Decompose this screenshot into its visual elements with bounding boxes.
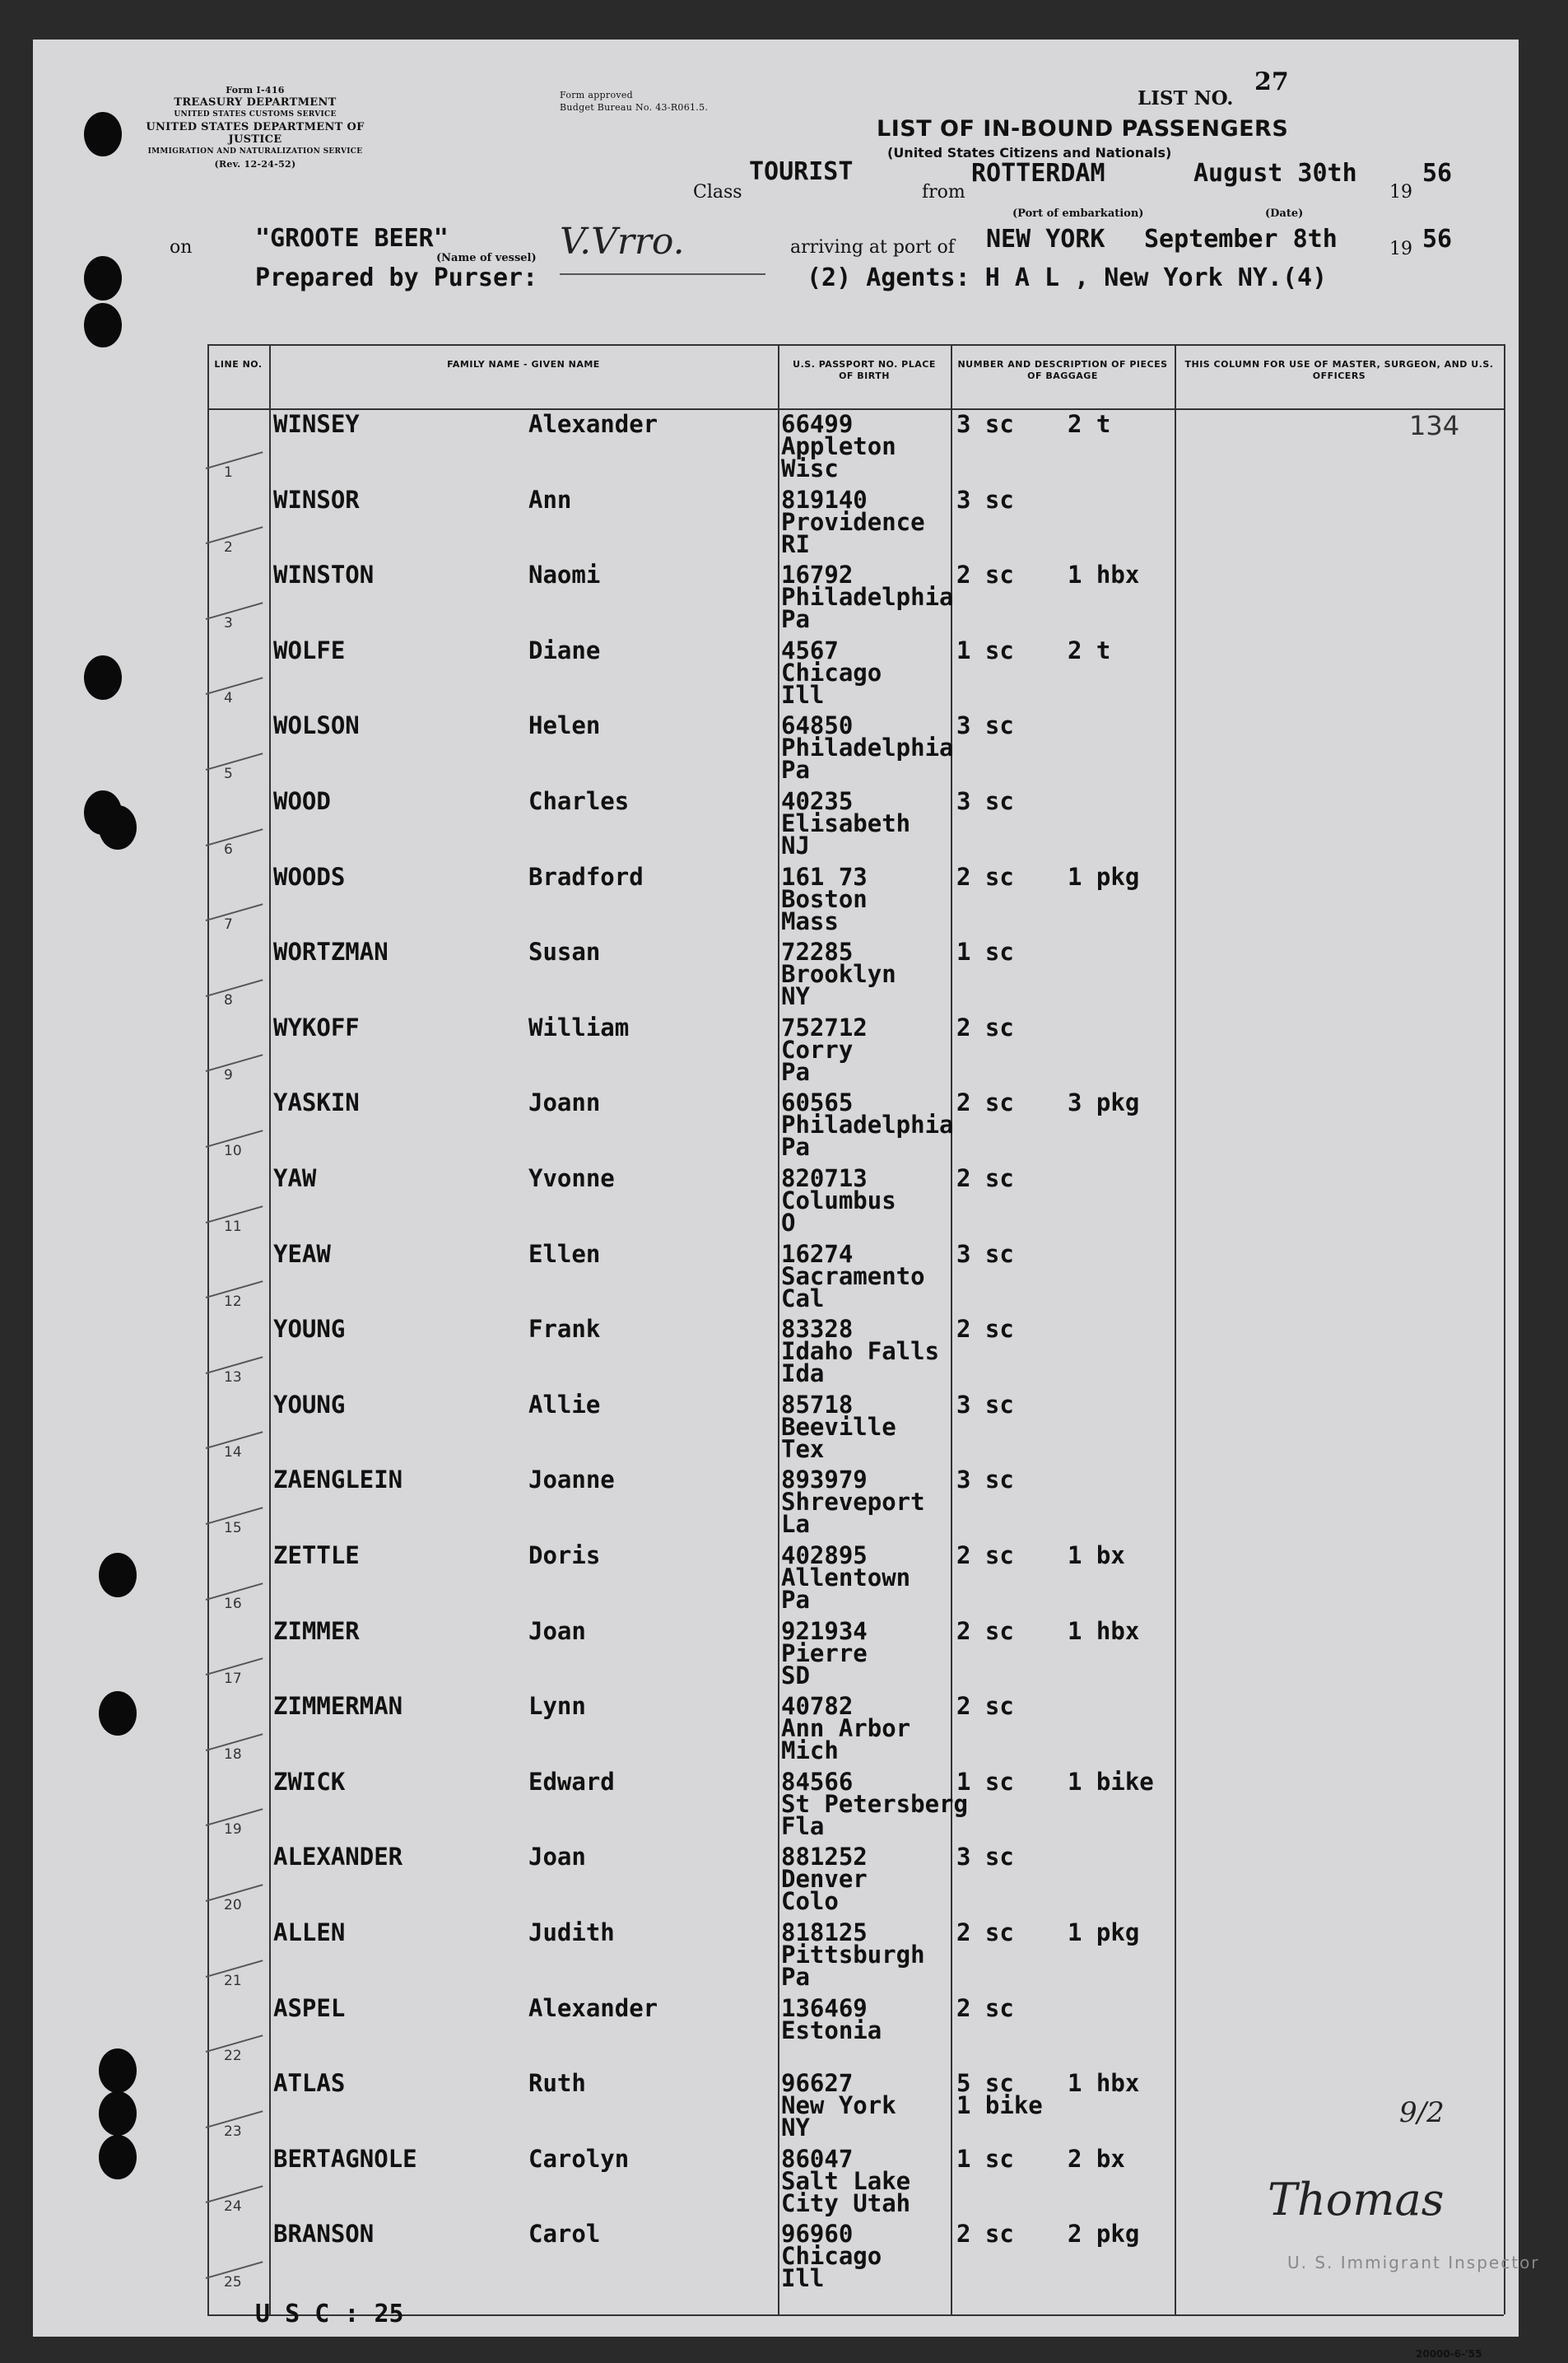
line-number: 18 bbox=[224, 1745, 242, 1763]
place-of-birth: Beeville bbox=[781, 1412, 896, 1441]
approved-line-1: Form approved bbox=[560, 90, 634, 100]
given-name: Ellen bbox=[528, 1239, 601, 1268]
manifest-title: LIST OF IN-BOUND PASSENGERS bbox=[877, 116, 1289, 142]
family-name: WINSEY bbox=[273, 410, 360, 438]
family-name: BERTAGNOLE bbox=[273, 2144, 417, 2173]
line-number: 1 bbox=[224, 464, 233, 481]
vessel-caption: (Name of vessel) bbox=[436, 252, 537, 264]
line-number: 12 bbox=[224, 1293, 242, 1311]
baggage-primary: 3 sc bbox=[956, 787, 1014, 815]
baggage-primary: 2 sc bbox=[956, 1616, 1014, 1645]
given-name: Lynn bbox=[528, 1692, 586, 1721]
column-header-name: FAMILY NAME - GIVEN NAME bbox=[447, 359, 600, 370]
family-name: ALEXANDER bbox=[273, 1843, 403, 1871]
baggage-secondary: 1 pkg bbox=[1068, 862, 1140, 891]
table-rule bbox=[1504, 344, 1505, 2314]
class-value: TOURIST bbox=[749, 157, 854, 186]
line-number: 17 bbox=[224, 1671, 242, 1688]
line-number: 8 bbox=[224, 991, 233, 1009]
table-row bbox=[207, 486, 1504, 562]
baggage-primary: 3 sc bbox=[956, 1466, 1014, 1494]
place-of-birth: Chicago bbox=[781, 2242, 882, 2271]
family-name: ZIMMER bbox=[273, 1616, 360, 1645]
table-row bbox=[207, 2069, 1504, 2145]
family-name: YOUNG bbox=[273, 1390, 346, 1419]
punch-hole bbox=[99, 805, 137, 850]
baggage-secondary: 2 pkg bbox=[1068, 2220, 1140, 2249]
given-name: Doris bbox=[528, 1541, 601, 1569]
vessel-name: "GROOTE BEER" bbox=[255, 224, 449, 253]
line-number: 25 bbox=[224, 2273, 242, 2291]
passport-number: 893979 bbox=[781, 1466, 868, 1494]
line-number: 3 bbox=[224, 614, 233, 632]
table-row bbox=[207, 863, 1504, 939]
line-number: 11 bbox=[224, 1218, 242, 1235]
prepared-by: Prepared by Purser: bbox=[255, 263, 538, 292]
justice-label: UNITED STATES DEPARTMENT OF JUSTICE bbox=[146, 121, 365, 146]
baggage-primary: 1 sc bbox=[956, 2144, 1014, 2173]
check-mark bbox=[206, 678, 263, 696]
table-row bbox=[207, 787, 1504, 863]
table-row bbox=[207, 1768, 1504, 1843]
place-of-birth: Shreveport bbox=[781, 1488, 925, 1517]
passport-number: 16274 bbox=[781, 1239, 854, 1268]
arriving-label: arriving at port of bbox=[790, 237, 955, 258]
year-prefix-1: 19 bbox=[1389, 182, 1412, 203]
punch-hole bbox=[84, 655, 122, 700]
place-of-birth: Estonia bbox=[781, 2016, 882, 2044]
baggage-secondary: 3 pkg bbox=[1068, 1088, 1140, 1117]
year-prefix-2: 19 bbox=[1389, 239, 1412, 259]
place-of-birth: St Petersberg bbox=[781, 1789, 968, 1818]
from-value: ROTTERDAM bbox=[971, 159, 1105, 188]
family-name: YEAW bbox=[273, 1239, 331, 1268]
passport-number: 4567 bbox=[781, 636, 839, 664]
list-no-value: 27 bbox=[1254, 68, 1289, 96]
baggage-primary: 3 sc bbox=[956, 1843, 1014, 1871]
passport-number: 83328 bbox=[781, 1315, 854, 1344]
place-of-birth: Philadelphia bbox=[781, 583, 954, 612]
table-row bbox=[207, 1466, 1504, 1541]
line-number: 19 bbox=[224, 1821, 242, 1839]
from-label: from bbox=[922, 182, 965, 203]
place-of-birth: Philadelphia bbox=[781, 1111, 954, 1140]
place-of-birth: Mass bbox=[781, 907, 839, 935]
place-of-birth: RI bbox=[781, 529, 810, 558]
family-name: ATLAS bbox=[273, 2069, 346, 2098]
place-of-birth: Tex bbox=[781, 1434, 825, 1463]
baggage-primary: 5 sc bbox=[956, 2069, 1014, 2098]
family-name: ASPEL bbox=[273, 1993, 346, 2022]
place-of-birth: Brooklyn bbox=[781, 960, 896, 989]
purser-signature: V.Vrro. bbox=[560, 221, 685, 263]
line-number: 16 bbox=[224, 1595, 242, 1612]
line-number: 6 bbox=[224, 841, 233, 858]
table-row bbox=[207, 1014, 1504, 1089]
passport-number: 921934 bbox=[781, 1616, 868, 1645]
baggage-primary: 2 sc bbox=[956, 1692, 1014, 1721]
line-number: 10 bbox=[224, 1142, 242, 1159]
table-row bbox=[207, 1994, 1504, 2070]
embark-caption: (Port of embarkation) bbox=[1012, 207, 1144, 220]
family-name: WINSTON bbox=[273, 561, 375, 590]
family-name: YOUNG bbox=[273, 1315, 346, 1344]
place-of-birth: Cal bbox=[781, 1284, 825, 1312]
officer-signature: Thomas bbox=[1268, 2174, 1445, 2226]
family-name: WOODS bbox=[273, 862, 346, 891]
manifest-subtitle: (United States Citizens and Nationals) bbox=[887, 145, 1172, 161]
baggage-secondary: 1 hbx bbox=[1068, 1616, 1140, 1645]
usc-total: U S C : 25 bbox=[255, 2300, 404, 2328]
given-name: Judith bbox=[528, 1918, 615, 1946]
baggage-secondary: 2 bx bbox=[1068, 2144, 1125, 2173]
ins-label: IMMIGRATION AND NATURALIZATION SERVICE bbox=[147, 147, 363, 156]
passport-number: 96627 bbox=[781, 2069, 854, 2098]
baggage-secondary: 1 pkg bbox=[1068, 1918, 1140, 1946]
family-name: WOLSON bbox=[273, 711, 360, 740]
purser-sign-line bbox=[560, 273, 765, 275]
baggage-primary: 2 sc bbox=[956, 1013, 1014, 1042]
family-name: WYKOFF bbox=[273, 1013, 360, 1042]
family-name: BRANSON bbox=[273, 2220, 375, 2249]
place-of-birth: Pa bbox=[781, 605, 810, 634]
place-of-birth: Ann Arbor bbox=[781, 1714, 911, 1743]
punch-hole bbox=[99, 2091, 137, 2136]
revision-label: (Rev. 12-24-52) bbox=[214, 159, 296, 170]
check-mark bbox=[206, 903, 263, 921]
baggage-secondary: 1 bike bbox=[1068, 1767, 1154, 1796]
punch-hole bbox=[99, 2135, 137, 2179]
baggage-primary: 2 sc bbox=[956, 1088, 1014, 1117]
passport-number: 40235 bbox=[781, 787, 854, 815]
baggage-primary: 2 sc bbox=[956, 1918, 1014, 1946]
given-name: Joanne bbox=[528, 1466, 615, 1494]
year-2: 56 bbox=[1422, 225, 1453, 254]
place-of-birth: Appleton bbox=[781, 432, 896, 460]
place-of-birth: Pa bbox=[781, 1586, 810, 1614]
table-row bbox=[207, 1315, 1504, 1391]
given-name: Joann bbox=[528, 1088, 601, 1117]
place-of-birth: O bbox=[781, 1209, 796, 1237]
list-no-label: LIST NO. bbox=[1138, 87, 1234, 110]
line-number: 2 bbox=[224, 539, 233, 557]
passport-number: 161 73 bbox=[781, 862, 868, 891]
place-of-birth: Ill bbox=[781, 2264, 825, 2293]
passport-number: 86047 bbox=[781, 2144, 854, 2173]
punch-hole bbox=[99, 1553, 137, 1597]
given-name: Ruth bbox=[528, 2069, 586, 2098]
baggage-primary: 2 sc bbox=[956, 1164, 1014, 1192]
punch-hole bbox=[84, 303, 122, 347]
place-of-birth: La bbox=[781, 1510, 810, 1539]
date-caption: (Date) bbox=[1265, 207, 1304, 220]
place-of-birth: Pittsburgh bbox=[781, 1941, 925, 1969]
column-header-line-no: LINE NO. bbox=[214, 359, 263, 370]
line-number: 9 bbox=[224, 1067, 233, 1084]
column-header-passport: U.S. PASSPORT NO. PLACE OF BIRTH bbox=[793, 359, 936, 381]
table-row bbox=[207, 1617, 1504, 1693]
form-agency-block bbox=[123, 84, 387, 170]
baggage-primary: 3 sc bbox=[956, 410, 1014, 438]
line-number: 5 bbox=[224, 765, 233, 782]
given-name: Susan bbox=[528, 938, 601, 967]
family-name: WINSOR bbox=[273, 485, 360, 514]
given-name: Alexander bbox=[528, 410, 658, 438]
customs-label: UNITED STATES CUSTOMS SERVICE bbox=[174, 110, 337, 119]
passport-number: 819140 bbox=[781, 485, 868, 514]
punch-hole bbox=[99, 1691, 137, 1736]
baggage-primary: 2 sc bbox=[956, 561, 1014, 590]
given-name: Frank bbox=[528, 1315, 601, 1344]
place-of-birth: Corry bbox=[781, 1035, 854, 1064]
place-of-birth: NY bbox=[781, 982, 810, 1011]
year-1: 56 bbox=[1422, 159, 1453, 188]
table-rule bbox=[207, 344, 1504, 346]
line-number: 7 bbox=[224, 916, 233, 934]
baggage-secondary: 2 t bbox=[1068, 410, 1111, 438]
place-of-birth: Idaho Falls bbox=[781, 1337, 940, 1366]
table-row bbox=[207, 1692, 1504, 1768]
column-header-officers: THIS COLUMN FOR USE OF MASTER, SURGEON, AND U.S. OFFICERS bbox=[1184, 359, 1494, 381]
manifest-page bbox=[33, 40, 1540, 2360]
baggage-primary: 3 sc bbox=[956, 485, 1014, 514]
place-of-birth: Ill bbox=[781, 680, 825, 709]
table-row bbox=[207, 1088, 1504, 1164]
fraction-mark: 9/2 bbox=[1399, 2096, 1445, 2129]
family-name: ZAENGLEIN bbox=[273, 1466, 403, 1494]
given-name: Bradford bbox=[528, 862, 644, 891]
given-name: Alexander bbox=[528, 1993, 658, 2022]
line-number: 24 bbox=[224, 2198, 242, 2216]
form-number: Form I-416 bbox=[226, 85, 285, 96]
class-label: Class bbox=[693, 182, 742, 203]
table-row bbox=[207, 410, 1504, 486]
baggage-primary: 2 sc bbox=[956, 1993, 1014, 2022]
place-of-birth: Sacramento bbox=[781, 1261, 925, 1290]
place-of-birth: Columbus bbox=[781, 1186, 896, 1214]
baggage-extra: 1 bike bbox=[956, 2091, 1043, 2120]
arrival-port: NEW YORK bbox=[986, 225, 1105, 254]
given-name: Charles bbox=[528, 787, 630, 815]
baggage-primary: 2 sc bbox=[956, 2220, 1014, 2249]
table-row bbox=[207, 1918, 1504, 1994]
place-of-birth: NY bbox=[781, 2114, 810, 2142]
given-name: Yvonne bbox=[528, 1164, 615, 1192]
table-row bbox=[207, 636, 1504, 712]
given-name: Carol bbox=[528, 2220, 601, 2249]
place-of-birth: Providence bbox=[781, 507, 925, 536]
column-header-baggage: NUMBER AND DESCRIPTION OF PIECES OF BAGGAGE bbox=[957, 359, 1168, 381]
passport-number: 96960 bbox=[781, 2220, 854, 2249]
given-name: Allie bbox=[528, 1390, 601, 1419]
passport-number: 84566 bbox=[781, 1767, 854, 1796]
baggage-primary: 2 sc bbox=[956, 1541, 1014, 1569]
passport-number: 402895 bbox=[781, 1541, 868, 1569]
given-name: Ann bbox=[528, 485, 572, 514]
passport-number: 64850 bbox=[781, 711, 854, 740]
place-of-birth: NJ bbox=[781, 832, 810, 860]
place-of-birth: Ida bbox=[781, 1359, 825, 1388]
count-mark: 134 bbox=[1409, 410, 1460, 441]
line-number: 14 bbox=[224, 1444, 242, 1461]
place-of-birth: Pierre bbox=[781, 1638, 868, 1667]
table-row bbox=[207, 938, 1504, 1014]
place-of-birth: SD bbox=[781, 1661, 810, 1690]
departure-date: August 30th bbox=[1193, 159, 1357, 188]
place-of-birth: Pa bbox=[781, 1133, 810, 1162]
place-of-birth: Salt Lake bbox=[781, 2166, 911, 2195]
family-name: WOLFE bbox=[273, 636, 346, 664]
family-name: ALLEN bbox=[273, 1918, 346, 1946]
given-name: William bbox=[528, 1013, 630, 1042]
place-of-birth: Boston bbox=[781, 884, 868, 913]
punch-hole bbox=[84, 112, 122, 156]
place-of-birth: Pa bbox=[781, 1963, 810, 1991]
baggage-primary: 3 sc bbox=[956, 1239, 1014, 1268]
place-of-birth: City Utah bbox=[781, 2188, 911, 2217]
table-row bbox=[207, 711, 1504, 787]
arrival-date: September 8th bbox=[1144, 225, 1338, 254]
passport-number: 752712 bbox=[781, 1013, 868, 1042]
passport-number: 881252 bbox=[781, 1843, 868, 1871]
check-mark bbox=[206, 602, 263, 620]
punch-hole bbox=[99, 2048, 137, 2093]
baggage-primary: 2 sc bbox=[956, 862, 1014, 891]
place-of-birth: Mich bbox=[781, 1736, 839, 1765]
baggage-primary: 2 sc bbox=[956, 1315, 1014, 1344]
family-name: WORTZMAN bbox=[273, 938, 389, 967]
line-number: 22 bbox=[224, 2048, 242, 2065]
given-name: Joan bbox=[528, 1843, 586, 1871]
table-row bbox=[207, 1164, 1504, 1240]
table-row bbox=[207, 1843, 1504, 1918]
given-name: Helen bbox=[528, 711, 601, 740]
place-of-birth: Fla bbox=[781, 1811, 825, 1840]
on-label: on bbox=[170, 237, 193, 258]
passport-number: 72285 bbox=[781, 938, 854, 967]
check-mark bbox=[206, 1055, 263, 1073]
passport-number: 818125 bbox=[781, 1918, 868, 1946]
passport-number: 60565 bbox=[781, 1088, 854, 1117]
check-mark bbox=[206, 451, 263, 469]
baggage-primary: 3 sc bbox=[956, 711, 1014, 740]
table-row bbox=[207, 1240, 1504, 1316]
passport-number: 85718 bbox=[781, 1390, 854, 1419]
given-name: Naomi bbox=[528, 561, 601, 590]
line-number: 4 bbox=[224, 690, 233, 707]
family-name: ZETTLE bbox=[273, 1541, 360, 1569]
given-name: Diane bbox=[528, 636, 601, 664]
baggage-primary: 1 sc bbox=[956, 938, 1014, 967]
check-mark bbox=[206, 979, 263, 997]
place-of-birth: Denver bbox=[781, 1865, 868, 1894]
place-of-birth: Elisabeth bbox=[781, 809, 911, 837]
place-of-birth: Colo bbox=[781, 1887, 839, 1916]
baggage-primary: 3 sc bbox=[956, 1390, 1014, 1419]
family-name: YASKIN bbox=[273, 1088, 360, 1117]
line-number: 21 bbox=[224, 1972, 242, 1989]
table-row bbox=[207, 561, 1504, 636]
given-name: Carolyn bbox=[528, 2144, 630, 2173]
baggage-secondary: 2 t bbox=[1068, 636, 1111, 664]
table-row bbox=[207, 1541, 1504, 1617]
place-of-birth: Wisc bbox=[781, 454, 839, 482]
check-mark bbox=[206, 753, 263, 771]
treasury-label: TREASURY DEPARTMENT bbox=[174, 96, 337, 109]
baggage-secondary: 1 hbx bbox=[1068, 2069, 1140, 2098]
agents-line: (2) Agents: H A L , New York NY.(4) bbox=[807, 263, 1328, 292]
place-of-birth: Philadelphia bbox=[781, 734, 954, 762]
check-mark bbox=[206, 526, 263, 544]
passport-number: 16792 bbox=[781, 561, 854, 590]
place-of-birth: Pa bbox=[781, 756, 810, 785]
baggage-primary: 1 sc bbox=[956, 636, 1014, 664]
passenger-table bbox=[207, 344, 1504, 2314]
family-name: YAW bbox=[273, 1164, 317, 1192]
place-of-birth: New York bbox=[781, 2091, 896, 2120]
punch-hole bbox=[84, 256, 122, 301]
line-number: 15 bbox=[224, 1519, 242, 1536]
passport-number: 66499 bbox=[781, 410, 854, 438]
given-name: Joan bbox=[528, 1616, 586, 1645]
baggage-primary: 1 sc bbox=[956, 1767, 1014, 1796]
passport-number: 40782 bbox=[781, 1692, 854, 1721]
check-mark bbox=[206, 828, 263, 846]
officer-stamp: U. S. Immigrant Inspector bbox=[1287, 2253, 1540, 2272]
family-name: ZIMMERMAN bbox=[273, 1692, 403, 1721]
family-name: ZWICK bbox=[273, 1767, 346, 1796]
baggage-secondary: 1 bx bbox=[1068, 1541, 1125, 1569]
family-name: WOOD bbox=[273, 787, 331, 815]
approved-line-2: Budget Bureau No. 43-R061.5. bbox=[560, 102, 709, 113]
form-footer-code: 20000-6-'55 bbox=[1416, 2348, 1482, 2360]
table-row bbox=[207, 1391, 1504, 1466]
place-of-birth: Allentown bbox=[781, 1564, 911, 1592]
line-number: 20 bbox=[224, 1896, 242, 1913]
passport-number: 820713 bbox=[781, 1164, 868, 1192]
place-of-birth: Chicago bbox=[781, 658, 882, 687]
passport-number: 136469 bbox=[781, 1993, 868, 2022]
given-name: Edward bbox=[528, 1767, 615, 1796]
line-number: 23 bbox=[224, 2123, 242, 2140]
baggage-secondary: 1 hbx bbox=[1068, 561, 1140, 590]
place-of-birth: Pa bbox=[781, 1057, 810, 1086]
line-number: 13 bbox=[224, 1368, 242, 1386]
approval-block bbox=[560, 89, 765, 114]
